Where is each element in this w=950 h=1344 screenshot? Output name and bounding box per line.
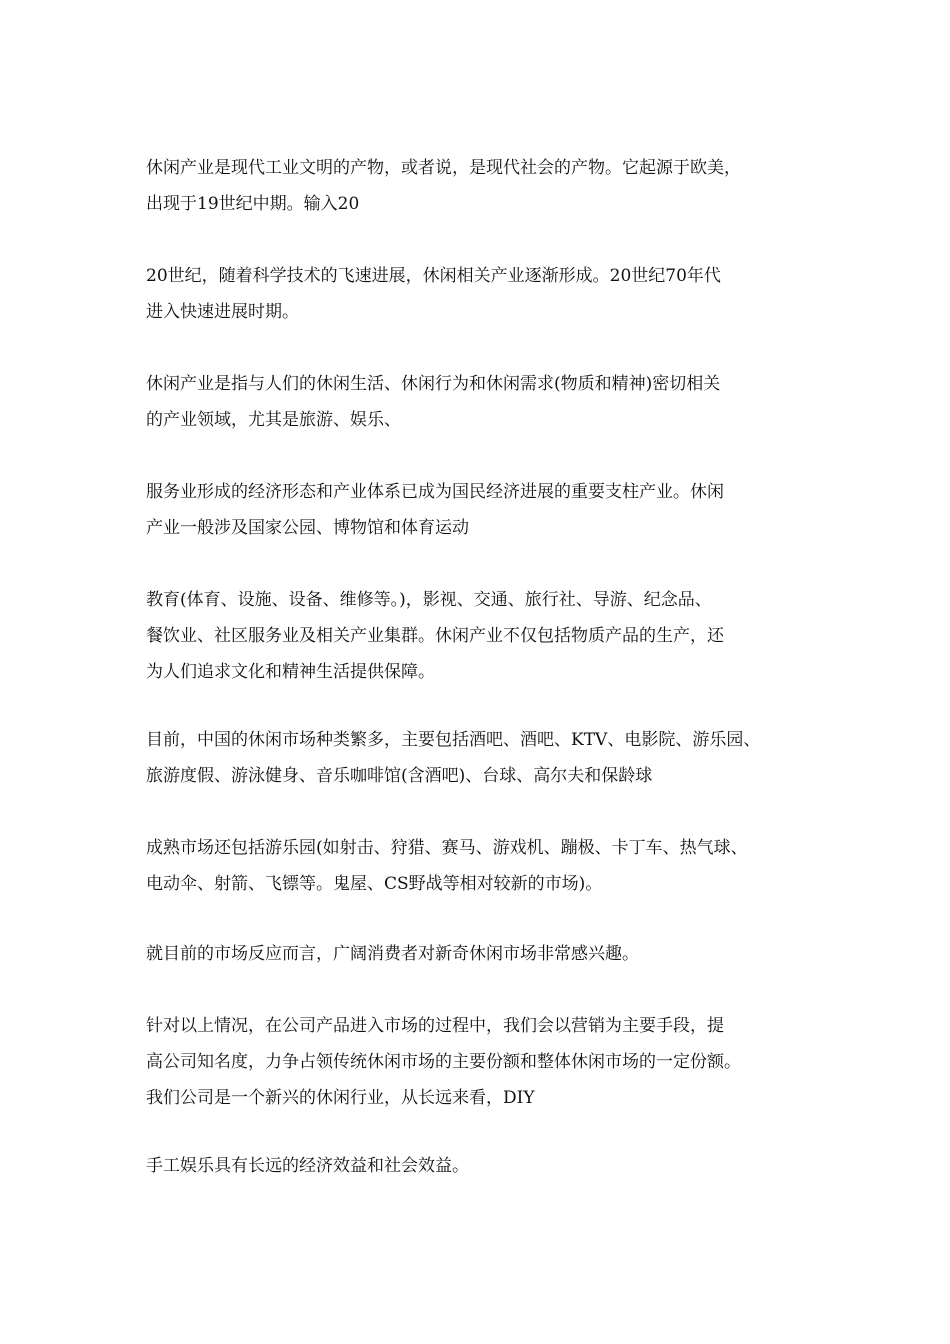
text-line: 教育(体育、设施、设备、维修等。)，影视、交通、旅行社、导游、纪念品、	[146, 590, 712, 610]
paragraph-strategy	[146, 1008, 826, 1116]
paragraph-service-industry	[146, 474, 826, 546]
text-line: 电动伞、射箭、飞镖等。鬼屋、CS野战等相对较新的市场)。	[146, 874, 603, 894]
text-line: 产业一般涉及国家公园、博物馆和体育运动	[146, 518, 469, 538]
text-line: 20世纪，随着科学技术的飞速进展，休闲相关产业逐渐形成。20世纪70年代	[146, 266, 721, 286]
text-line: 服务业形成的经济形态和产业体系已成为国民经济进展的重要支柱产业。休闲	[146, 482, 724, 502]
text-line: 出现于19世纪中期。输入20	[146, 194, 360, 214]
paragraph-mature-market	[146, 830, 826, 902]
paragraph-origin	[146, 150, 826, 222]
text-line: 进入快速进展时期。	[146, 302, 299, 322]
text-line: 高公司知名度，力争占领传统休闲市场的主要份额和整体休闲市场的一定份额。	[146, 1052, 741, 1072]
text-line: 我们公司是一个新兴的休闲行业，从长远来看，DIY	[146, 1088, 535, 1108]
text-line: 为人们追求文化和精神生活提供保障。	[146, 662, 435, 682]
text-line: 的产业领域，尤其是旅游、娱乐、	[146, 410, 401, 430]
paragraph-20th-century	[146, 258, 826, 330]
text-line: 手工娱乐具有长远的经济效益和社会效益。	[146, 1156, 469, 1176]
text-line: 针对以上情况，在公司产品进入市场的过程中，我们会以营销为主要手段，提	[146, 1016, 724, 1036]
text-line: 旅游度假、游泳健身、音乐咖啡馆(含酒吧)、台球、高尔夫和保龄球	[146, 766, 653, 786]
text-line: 就目前的市场反应而言，广阔消费者对新奇休闲市场非常感兴趣。	[146, 944, 639, 964]
text-line: 成熟市场还包括游乐园(如射击、狩猎、赛马、游戏机、蹦极、卡丁车、热气球、	[146, 838, 748, 858]
text-line: 休闲产业是现代工业文明的产物，或者说，是现代社会的产物。它起源于欧美，	[146, 158, 741, 178]
text-line: 餐饮业、社区服务业及相关产业集群。休闲产业不仅包括物质产品的生产，还	[146, 626, 724, 646]
paragraph-diy-benefits	[146, 1148, 826, 1184]
paragraph-market-reaction	[146, 936, 826, 972]
paragraph-education	[146, 582, 826, 690]
text-line: 目前，中国的休闲市场种类繁多，主要包括酒吧、酒吧、KTV、电影院、游乐园、	[146, 730, 761, 750]
paragraph-china-market	[146, 722, 826, 794]
paragraph-definition	[146, 366, 826, 438]
text-line: 休闲产业是指与人们的休闲生活、休闲行为和休闲需求(物质和精神)密切相关	[146, 374, 721, 394]
